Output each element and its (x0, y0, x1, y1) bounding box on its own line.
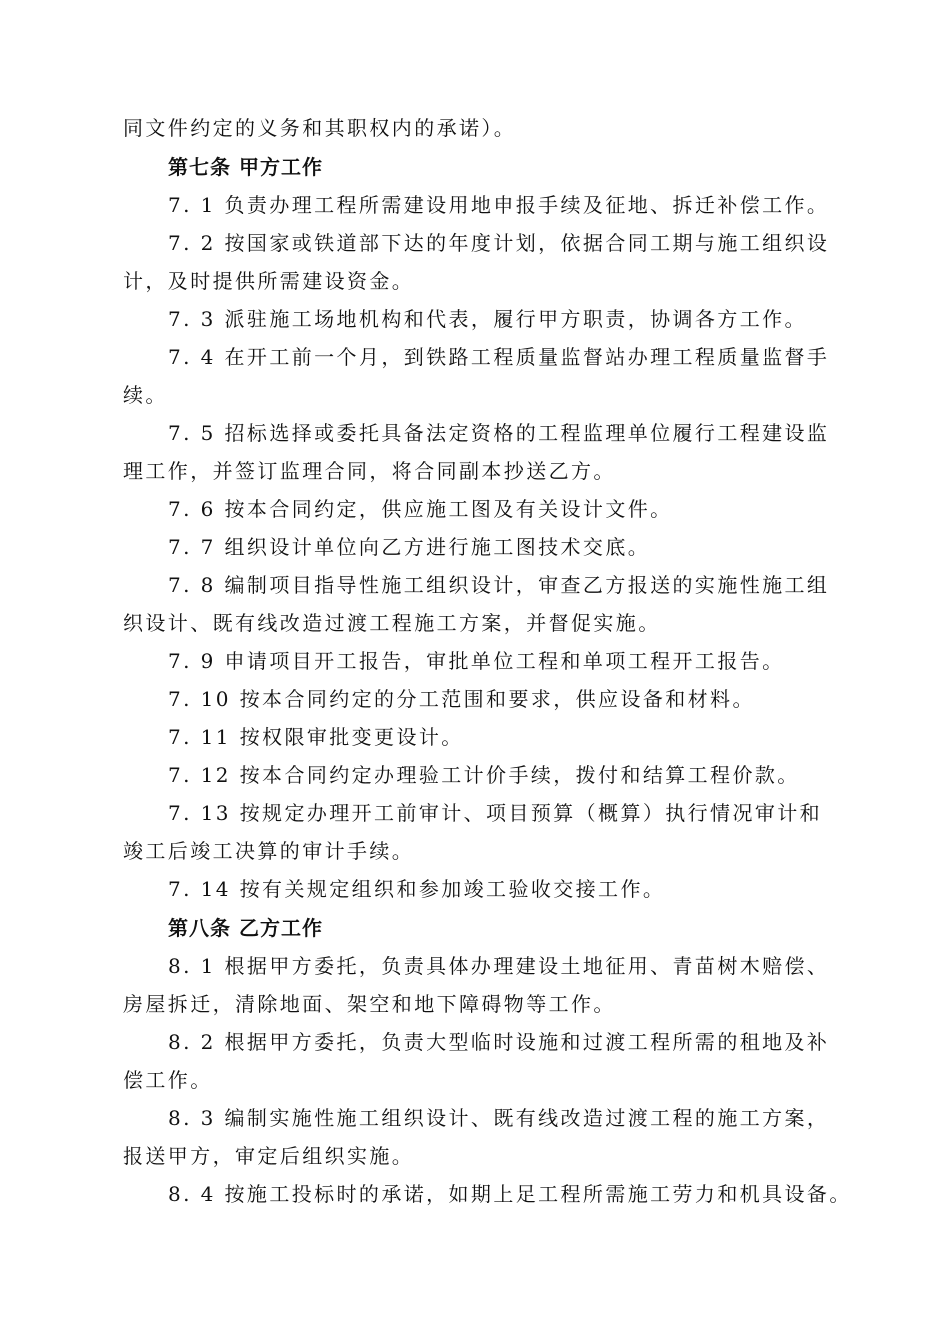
paragraph-line: 房屋拆迁，清除地面、架空和地下障碍物等工作。 (123, 992, 616, 1016)
paragraph-line: 8. 2 根据甲方委托，负责大型临时设施和过渡工程所需的租地及补 (168, 1030, 830, 1054)
paragraph-line: 偿工作。 (123, 1068, 213, 1092)
paragraph-line: 续。 (123, 383, 168, 407)
section-heading-article-7: 第七条 甲方工作 (168, 155, 323, 179)
paragraph-line: 7. 11 按权限审批变更设计。 (168, 725, 464, 749)
paragraph-line: 织设计、既有线改造过渡工程施工方案，并督促实施。 (123, 611, 661, 635)
paragraph-line: 7. 3 派驻施工场地机构和代表，履行甲方职责，协调各方工作。 (168, 307, 807, 331)
paragraph-line: 8. 3 编制实施性施工组织设计、既有线改造过渡工程的施工方案， (168, 1106, 830, 1130)
paragraph-line: 报送甲方，审定后组织实施。 (123, 1144, 415, 1168)
paragraph-line: 同文件约定的义务和其职权内的承诺）。 (123, 116, 517, 140)
paragraph-line: 理工作，并签订监理合同，将合同副本抄送乙方。 (123, 459, 616, 483)
paragraph-line: 7. 9 申请项目开工报告，审批单位工程和单项工程开工报告。 (168, 649, 785, 673)
paragraph-line: 7. 7 组织设计单位向乙方进行施工图技术交底。 (168, 535, 651, 559)
paragraph-line: 7. 14 按有关规定组织和参加竣工验收交接工作。 (168, 877, 666, 901)
paragraph-line: 7. 4 在开工前一个月，到铁路工程质量监督站办理工程质量监督手 (168, 345, 830, 369)
paragraph-line: 7. 1 负责办理工程所需建设用地申报手续及征地、拆迁补偿工作。 (168, 193, 830, 217)
paragraph-line: 7. 13 按规定办理开工前审计、项目预算（概算）执行情况审计和 (168, 801, 823, 825)
paragraph-line: 7. 8 编制项目指导性施工组织设计，审查乙方报送的实施性施工组 (168, 573, 830, 597)
paragraph-line: 计，及时提供所需建设资金。 (123, 269, 415, 293)
paragraph-line: 竣工后竣工决算的审计手续。 (123, 839, 415, 863)
paragraph-line: 7. 6 按本合同约定，供应施工图及有关设计文件。 (168, 497, 673, 521)
paragraph-line: 8. 1 根据甲方委托，负责具体办理建设土地征用、青苗树木赔偿、 (168, 954, 830, 978)
paragraph-line: 8. 4 按施工投标时的承诺，如期上足工程所需施工劳力和机具设备。 (168, 1182, 852, 1206)
paragraph-line: 7. 5 招标选择或委托具备法定资格的工程监理单位履行工程建设监 (168, 421, 830, 445)
paragraph-line: 7. 12 按本合同约定办理验工计价手续，拨付和结算工程价款。 (168, 763, 800, 787)
paragraph-line: 7. 2 按国家或铁道部下达的年度计划，依据合同工期与施工组织设 (168, 231, 830, 255)
section-heading-article-8: 第八条 乙方工作 (168, 916, 323, 940)
paragraph-line: 7. 10 按本合同约定的分工范围和要求，供应设备和材料。 (168, 687, 755, 711)
